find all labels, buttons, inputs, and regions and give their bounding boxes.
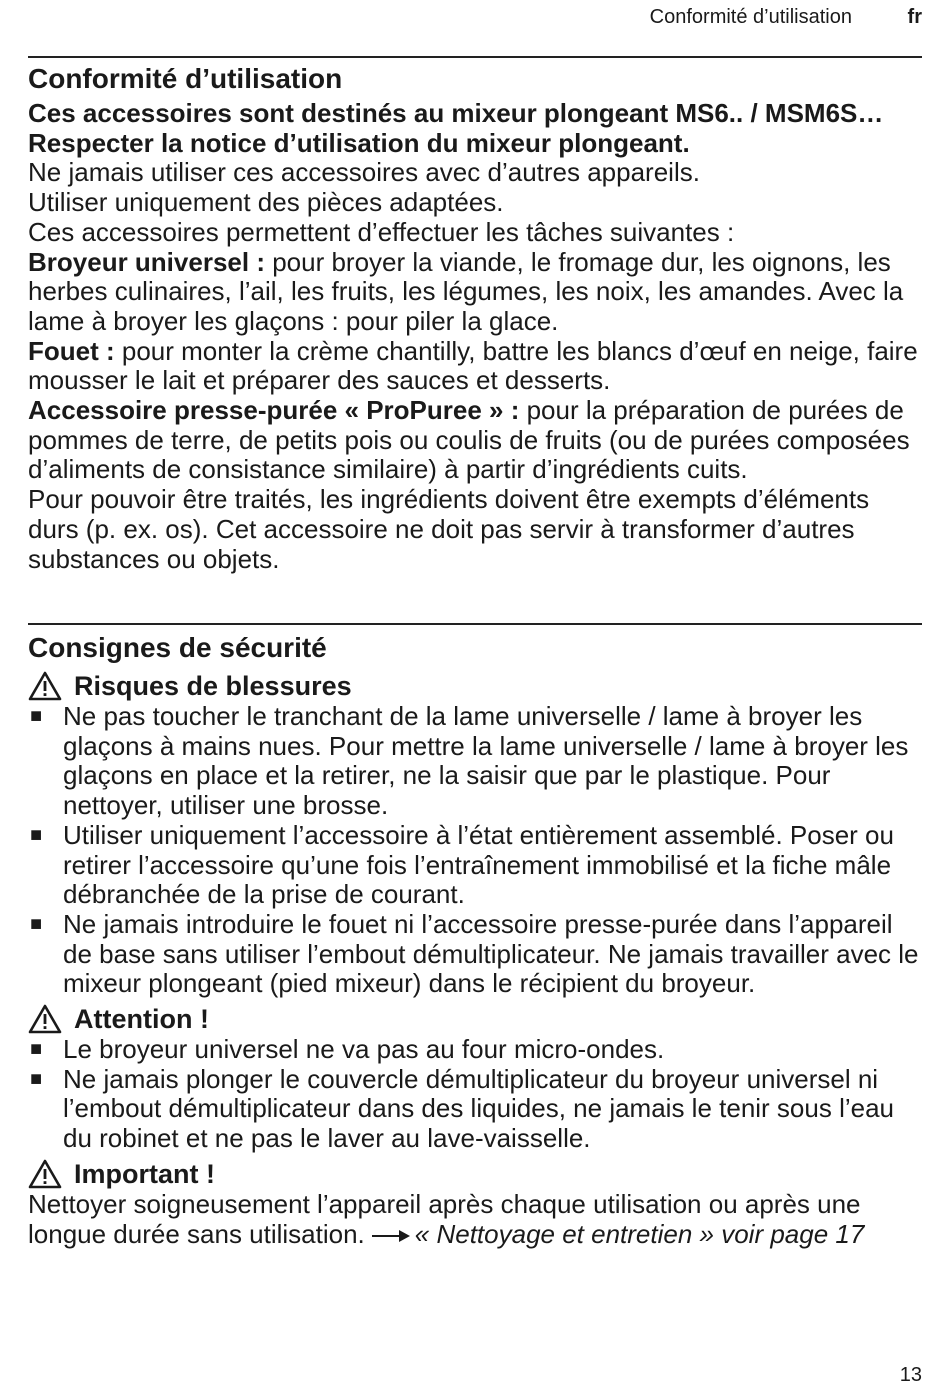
usage-line-1: Ne jamais utiliser ces accessoires avec d’autres appareils. (28, 157, 700, 188)
safety-title: Consignes de sécurité (28, 632, 327, 663)
important-body: Nettoyer soigneusement l’appareil après chaque utilisation ou après une longue durée sans utilisation. (28, 1188, 861, 1249)
usage-section (28, 63, 922, 574)
section-divider (28, 56, 922, 58)
list-item-text: Utiliser uniquement l’accessoire à l’état entièrement assemblé. Poser ou retirer l’accessoire qu’une fois l’entraînement immobilisé et la fiche mâle débranchée de la prise de courant. (63, 819, 894, 910)
usage-item-term: Fouet : (28, 335, 115, 366)
usage-item-term: Accessoire presse-purée « ProPuree » : (28, 395, 520, 426)
attention-heading: Attention ! (74, 1004, 209, 1035)
safety-section (28, 632, 922, 1249)
injury-list (28, 702, 922, 999)
section-divider (28, 623, 922, 625)
list-item-text: Ne pas toucher le tranchant de la lame universelle / lame à broyer les glaçons à mains nues. Pour mettre la lame universelle / lame à broyer les glaçons en place et la retirer, ne la saisir que par le plastique. Pour nettoyer, utiliser une brosse. (63, 701, 909, 821)
warning-triangle-icon (28, 671, 62, 701)
injury-heading-row (28, 670, 922, 702)
important-text (28, 1190, 922, 1249)
injury-heading: Risques de blessures (74, 671, 352, 701)
usage-item-universal-chopper (28, 248, 922, 337)
bullet-square-icon: ■ (30, 912, 43, 935)
attention-heading-row (28, 1003, 922, 1035)
usage-item-term: Broyeur universel : (28, 246, 265, 277)
usage-item-propuree (28, 396, 922, 485)
list-item (28, 821, 922, 910)
bullet-square-icon: ■ (30, 823, 43, 846)
arrow-right-icon (371, 1227, 411, 1245)
attention-list (28, 1035, 922, 1154)
usage-intro: Ces accessoires sont destinés au mixeur plongeant MS6.. / MSM6S… Respecter la notice d’utilisation du mixeur plongeant. (28, 98, 884, 158)
list-item-text: Ne jamais introduire le fouet ni l’accessoire presse-purée dans l’appareil de base sans utiliser l’embout démultiplicateur. Ne jamais travailler avec le mixeur plongeant (pied mixeur) dans le récipient du broyeur. (63, 908, 919, 999)
usage-item-whisk (28, 337, 922, 396)
usage-item-text: pour monter la crème chantilly, battre les blancs d’œuf en neige, faire mousser le lait et préparer des sauces et desserts. (28, 335, 918, 396)
usage-line-2: Utiliser uniquement des pièces adaptées. (28, 187, 504, 218)
list-item (28, 1035, 922, 1065)
header-language-code: fr (907, 6, 922, 28)
important-heading: Important ! (74, 1158, 215, 1189)
page-header (28, 6, 922, 30)
usage-line-3: Ces accessoires permettent d’effectuer les tâches suivantes : (28, 216, 735, 247)
bullet-square-icon: ■ (30, 705, 43, 727)
cross-reference-link[interactable]: « Nettoyage et entretien » voir page 17 (414, 1218, 865, 1249)
warning-triangle-icon (28, 1004, 62, 1034)
important-heading-row (28, 1158, 922, 1190)
header-section-title: Conformité d’utilisation (649, 6, 852, 28)
list-item (28, 1065, 922, 1154)
list-item-text: Ne jamais plonger le couvercle démultiplicateur du broyeur universel ni l’embout démultiplicateur dans des liquides, ne jamais le tenir sous l’eau du robinet et ne pas le laver au lave-vaisselle. (63, 1063, 895, 1154)
usage-item-text: pour la préparation de purées de pommes de terre, de petits pois ou coulis de fruits (ou de purées composées d’aliments de consistance similaire) à partir d’ingrédients cuits. (28, 395, 910, 485)
usage-title: Conformité d’utilisation (28, 63, 343, 94)
list-item (28, 702, 922, 821)
usage-closing: Pour pouvoir être traités, les ingrédients doivent être exempts d’éléments durs (p. ex. os). Cet accessoire ne doit pas servir à transformer d’autres substances ou objets. (28, 484, 870, 574)
bullet-square-icon: ■ (30, 1067, 43, 1090)
list-item (28, 910, 922, 999)
page-number: 13 (899, 1364, 922, 1386)
warning-triangle-icon (28, 1159, 62, 1189)
list-item-text: Le broyeur universel ne va pas au four micro-ondes. (63, 1034, 665, 1065)
bullet-square-icon: ■ (30, 1038, 43, 1061)
usage-item-text: pour broyer la viande, le fromage dur, les oignons, les herbes culinaires, l’ail, les fruits, les légumes, les noix, les amandes. Avec la lame à broyer les glaçons : pour piler la glace. (28, 246, 904, 336)
